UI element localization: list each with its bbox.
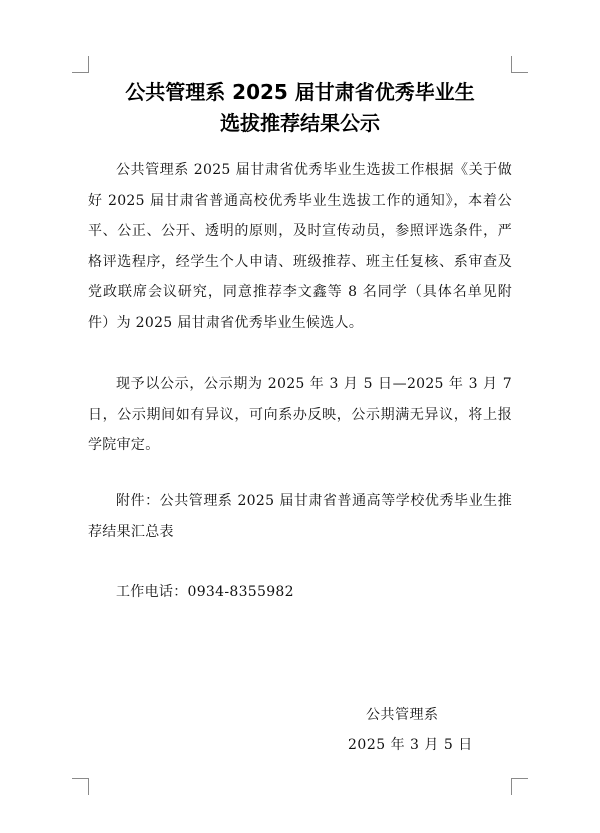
body-paragraph-notice-period: 现予以公示，公示期为 2025 年 3 月 5 日—2025 年 3 月 7 日，公示期间如有异议，可向系办反映，公示期满无异议，将上报学院审定。 xyxy=(88,376,512,453)
signature-department: 公共管理系 xyxy=(366,707,439,723)
crop-mark-top-left xyxy=(72,56,89,73)
crop-mark-bottom-right xyxy=(511,778,528,795)
document-title-line-1: 公共管理系 2025 届甘肃省优秀毕业生 xyxy=(125,80,475,104)
body-paragraph-phone: 工作电话：0934-8355982 xyxy=(116,584,294,600)
crop-mark-bottom-left xyxy=(72,778,89,795)
body-paragraph-intro: 公共管理系 2025 届甘肃省优秀毕业生选拔工作根据《关于做好 2025 届甘肃省普通高校优秀毕业生选拔工作的通知》，本着公平、公正、公开、透明的原则，及时宣传动员，参照评选条件，严格评选程序，经学生个人申请、班级推荐、班主任复核、系审查及党政联席会议研究，同意推荐李文鑫等 8 名同学（具体名单见附件）为 2025 届甘肃省优秀毕业生候选人。 xyxy=(88,162,512,331)
signature-date: 2025 年 3 月 5 日 xyxy=(348,737,473,753)
body-paragraph-attachment: 附件：公共管理系 2025 届甘肃省普通高等学校优秀毕业生推荐结果汇总表 xyxy=(88,493,512,540)
document-title-line-2: 选拔推荐结果公示 xyxy=(220,111,380,135)
crop-mark-top-right xyxy=(511,56,528,73)
